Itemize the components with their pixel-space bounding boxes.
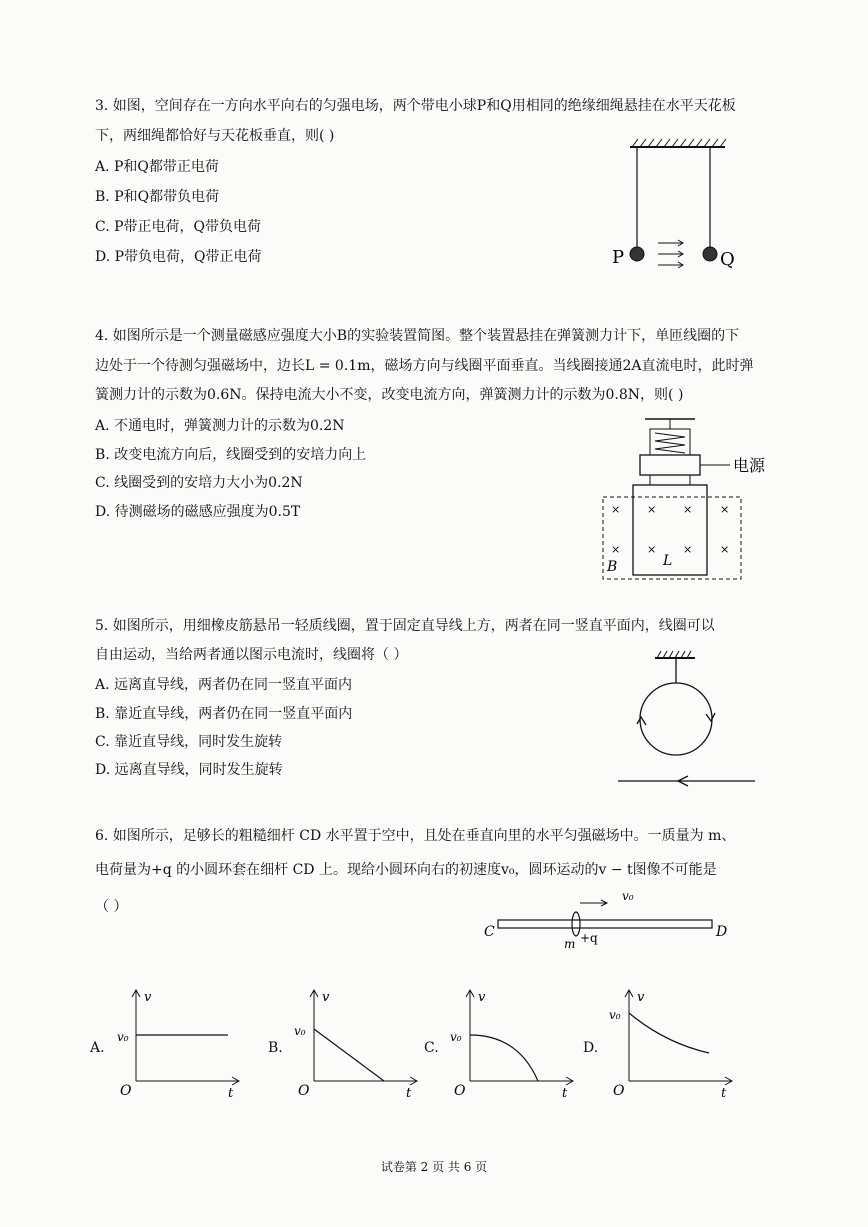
q6-graph-a-axis-v: v <box>144 990 152 1005</box>
q6-graph-d-v0: v₀ <box>609 1008 621 1022</box>
q5-option-c: C. 靠近直导线，同时发生旋转 <box>95 734 283 750</box>
q4-label-power: 电源 <box>733 456 766 475</box>
q6-graph-a-v0: v₀ <box>117 1030 129 1044</box>
q4-field-x: × <box>611 543 621 556</box>
q5-option-b: B. 靠近直导线，两者仍在同一竖直平面内 <box>95 706 353 722</box>
q6-label-d: D <box>716 924 728 940</box>
q6-graph-a-origin: O <box>120 1083 132 1099</box>
q4-field-x: × <box>720 503 730 516</box>
q6-graph-c-v0: v₀ <box>450 1030 462 1044</box>
q5-figure <box>610 648 760 798</box>
q6-graph-d-axis-t: t <box>721 1086 727 1100</box>
q3-label-p: P <box>612 247 625 268</box>
q6-graph-a-axis-t: t <box>228 1086 234 1100</box>
q3-option-c: C. P带正电荷，Q带负电荷 <box>95 219 262 235</box>
q6-label-c: C <box>484 924 495 940</box>
q4-figure <box>595 415 775 585</box>
q6-label-q: +q <box>580 931 598 945</box>
q3-stem-line1: 3. 如图，空间存在一方向水平向右的匀强电场，两个带电小球P和Q用相同的绝缘细绳悬挂在水平天花板 <box>95 98 736 114</box>
q3-option-a: A. P和Q都带正电荷 <box>95 159 219 175</box>
q3-stem-line2: 下，两细绳都恰好与天花板垂直，则( ) <box>95 128 335 144</box>
q4-stem-line2: 边处于一个待测匀强磁场中，边长L = 0.1m，磁场方向与线圈平面垂直。当线圈接通2A直流电时，此时弹 <box>95 358 754 374</box>
q6-stem-line1: 6. 如图所示，足够长的粗糙细杆 CD 水平置于空中，且处在垂直向里的水平匀强磁场中。一质量为 m、 <box>95 828 736 844</box>
q6-graph-c-axis-v: v <box>478 990 486 1005</box>
q5-option-a: A. 远离直导线，两者仍在同一竖直平面内 <box>95 677 353 693</box>
q4-field-x: × <box>683 543 693 556</box>
q4-stem-line3: 簧测力计的示数为0.6N。保持电流大小不变，改变电流方向，弹簧测力计的示数为0.8N，则( ) <box>95 387 684 403</box>
q6-rod-figure <box>482 884 732 954</box>
q4-label-l: L <box>663 553 673 569</box>
q4-field-x: × <box>611 503 621 516</box>
q6-stem-line2: 电荷量为+q 的小圆环套在细杆 CD 上。现给小圆环向右的初速度v₀，圆环运动的v − t图像不可能是 <box>95 862 717 878</box>
q4-field-x: × <box>647 543 657 556</box>
q6-graph-b-axis-v: v <box>322 990 330 1005</box>
q6-graph-c-origin: O <box>454 1083 466 1099</box>
q4-field-x: × <box>720 543 730 556</box>
q6-graph-b-origin: O <box>298 1083 310 1099</box>
q5-stem-line2: 自由运动，当给两者通以图示电流时，线圈将（ ） <box>95 647 408 663</box>
q3-figure <box>600 135 750 285</box>
q6-graph-c-axis-t: t <box>562 1086 568 1100</box>
q6-graph-a-letter: A. <box>90 1040 105 1056</box>
q6-graph-d-letter: D. <box>583 1040 599 1056</box>
q4-stem-line1: 4. 如图所示是一个测量磁感应强度大小B的实验装置简图。整个装置悬挂在弹簧测力计下，单匝线圈的下 <box>95 328 740 344</box>
q6-graph-b-letter: B. <box>268 1040 283 1056</box>
q4-label-b: B <box>607 559 618 575</box>
page-footer: 试卷第 2 页 共 6 页 <box>380 1160 488 1174</box>
q6-label-m: m <box>564 937 576 951</box>
q6-graph-d <box>605 985 735 1100</box>
q4-option-d: D. 待测磁场的磁感应强度为0.5T <box>95 504 301 520</box>
q3-label-q: Q <box>720 249 735 270</box>
q6-label-v0: v₀ <box>622 889 634 903</box>
q4-field-x: × <box>683 503 693 516</box>
q6-graph-c <box>446 985 576 1100</box>
q4-option-a: A. 不通电时，弹簧测力计的示数为0.2N <box>95 418 345 434</box>
q6-graph-b <box>290 985 420 1100</box>
q6-graph-c-letter: C. <box>424 1040 439 1056</box>
q6-graph-b-axis-t: t <box>406 1086 412 1100</box>
q5-stem-line1: 5. 如图所示，用细橡皮筋悬吊一轻质线圈，置于固定直导线上方，两者在同一竖直平面内，线圈可以 <box>95 618 715 634</box>
q6-graph-d-origin: O <box>613 1083 625 1099</box>
q5-option-d: D. 远离直导线，同时发生旋转 <box>95 762 283 778</box>
q6-stem-line3: （ ） <box>95 899 128 915</box>
q3-option-b: B. P和Q都带负电荷 <box>95 189 220 205</box>
q3-option-d: D. P带负电荷，Q带正电荷 <box>95 249 262 265</box>
q4-field-x: × <box>647 503 657 516</box>
q4-option-c: C. 线圈受到的安培力大小为0.2N <box>95 475 303 491</box>
q6-graph-b-v0: v₀ <box>294 1024 306 1038</box>
q4-option-b: B. 改变电流方向后，线圈受到的安培力向上 <box>95 447 367 463</box>
q6-graph-a <box>112 985 242 1100</box>
q6-graph-d-axis-v: v <box>637 990 645 1005</box>
